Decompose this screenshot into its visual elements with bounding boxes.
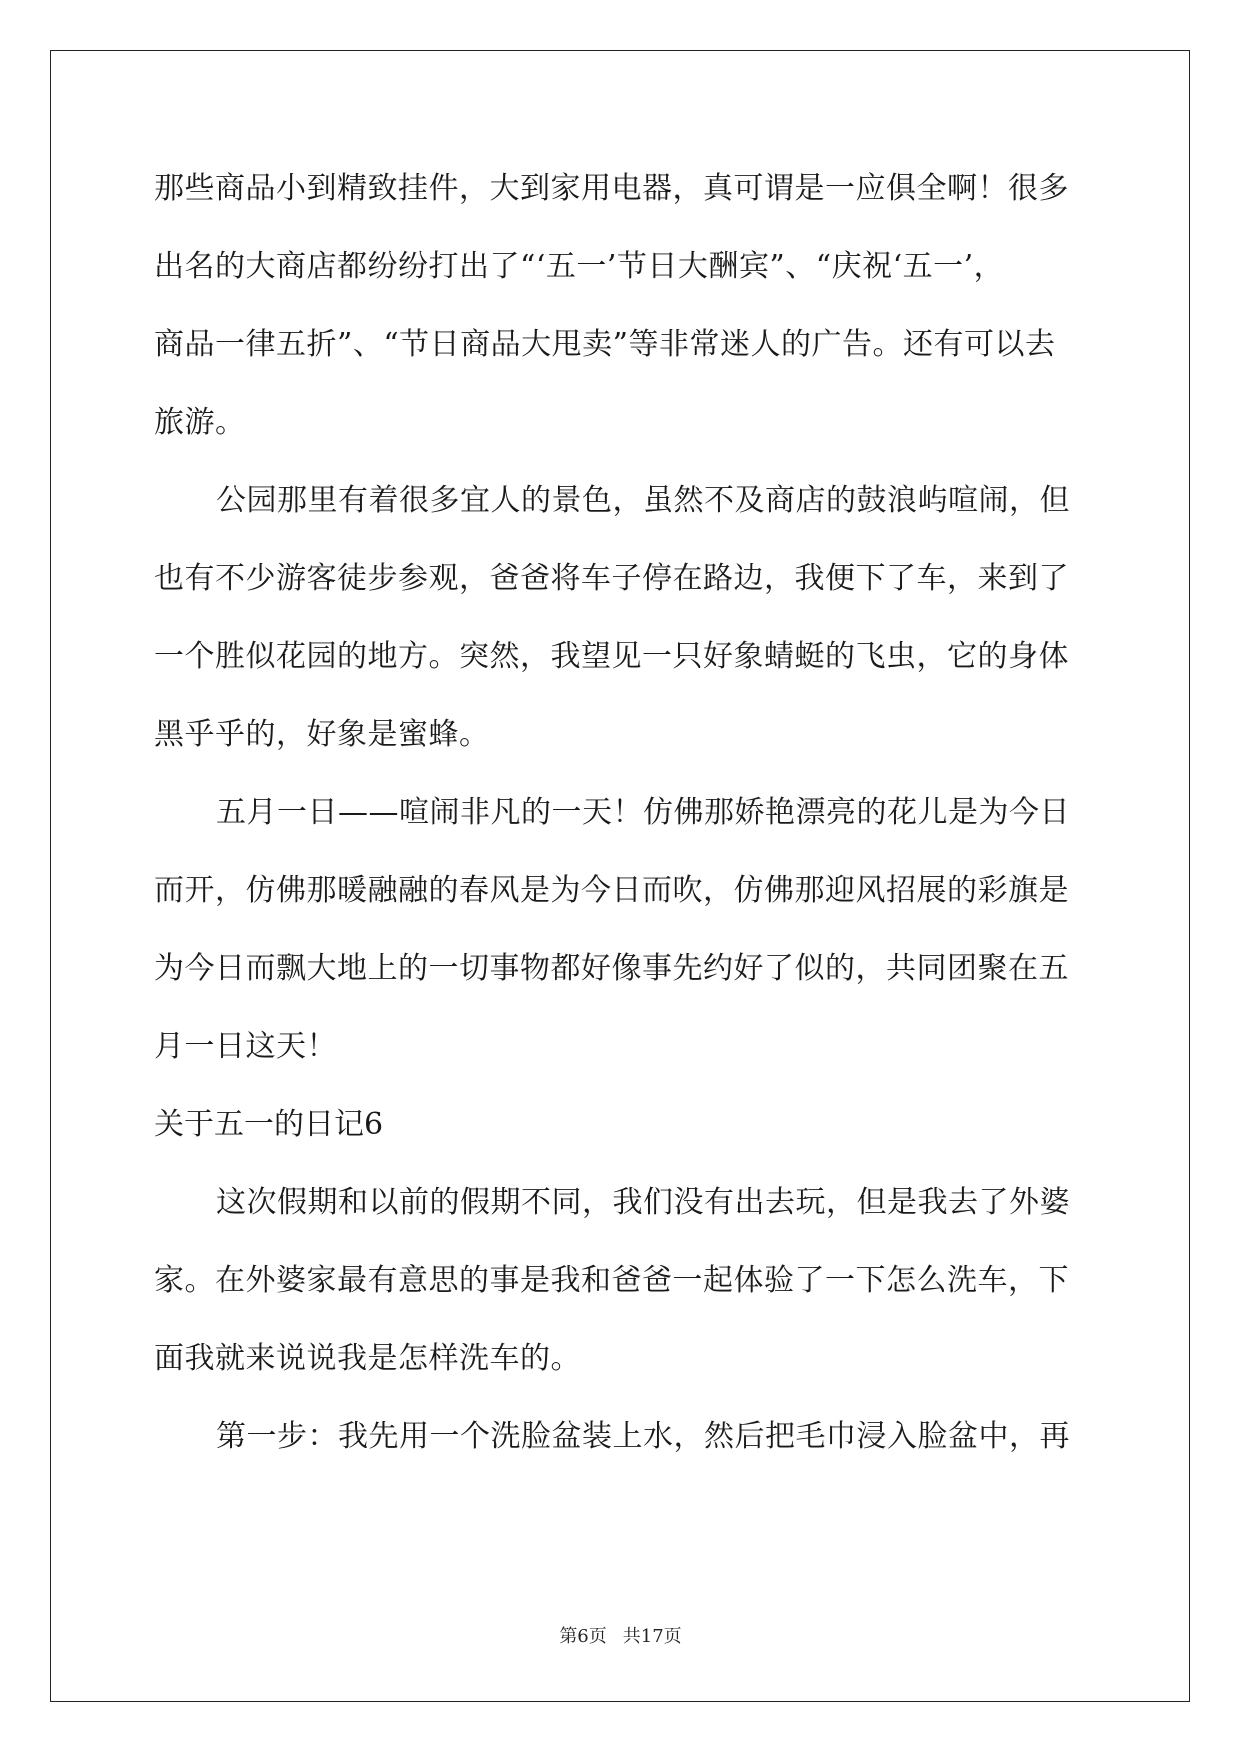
text-line: 公园那里有着很多宜人的景色，虽然不及商店的鼓浪屿喧闹，但 xyxy=(216,483,1070,518)
text-line: 那些商品小到精致挂件，大到家用电器，真可谓是一应俱全啊！很多 xyxy=(154,171,1069,206)
paragraph xyxy=(154,150,1088,462)
text-line: 家。在外婆家最有意思的事是我和爸爸一起体验了一下怎么洗车，下 xyxy=(154,1263,1069,1298)
section-heading: 关于五一的日记6 xyxy=(154,1107,384,1142)
text-line: 而开，仿佛那暖融融的春风是为今日而吹，仿佛那迎风招展的彩旗是 xyxy=(154,873,1069,908)
paragraph xyxy=(154,1398,1088,1476)
text-line: 出名的大商店都纷纷打出了“‘五一’节日大酬宾”、“庆祝‘五一’， xyxy=(154,249,1005,284)
paragraph xyxy=(154,774,1088,1086)
text-line: 也有不少游客徒步参观，爸爸将车子停在路边，我便下了车，来到了 xyxy=(154,561,1069,596)
text-line: 月一日这天！ xyxy=(154,1029,337,1064)
page-footer xyxy=(0,1622,1241,1648)
page-number: 第6页 xyxy=(559,1626,607,1647)
paragraph xyxy=(154,462,1088,774)
text-line: 面我就来说说我是怎样洗车的。 xyxy=(154,1341,581,1376)
text-line: 五月一日——喧闹非凡的一天！仿佛那娇艳漂亮的花儿是为今日 xyxy=(216,795,1070,830)
text-line: 黑乎乎的，好象是蜜蜂。 xyxy=(154,717,490,752)
text-line: 商品一律五折”、“节日商品大甩卖”等非常迷人的广告。还有可以去 xyxy=(154,327,1056,362)
page-total: 共17页 xyxy=(622,1626,682,1647)
text-line: 第一步：我先用一个洗脸盆装上水，然后把毛巾浸入脸盆中，再 xyxy=(216,1419,1070,1454)
text-line: 这次假期和以前的假期不同，我们没有出去玩，但是我去了外婆 xyxy=(216,1185,1070,1220)
text-line: 旅游。 xyxy=(154,405,246,440)
paragraph xyxy=(154,1164,1088,1398)
text-line: 为今日而飘大地上的一切事物都好像事先约好了似的，共同团聚在五 xyxy=(154,951,1069,986)
document-body xyxy=(154,150,1088,1476)
text-line: 一个胜似花园的地方。突然，我望见一只好象蜻蜓的飞虫，它的身体 xyxy=(154,639,1069,674)
